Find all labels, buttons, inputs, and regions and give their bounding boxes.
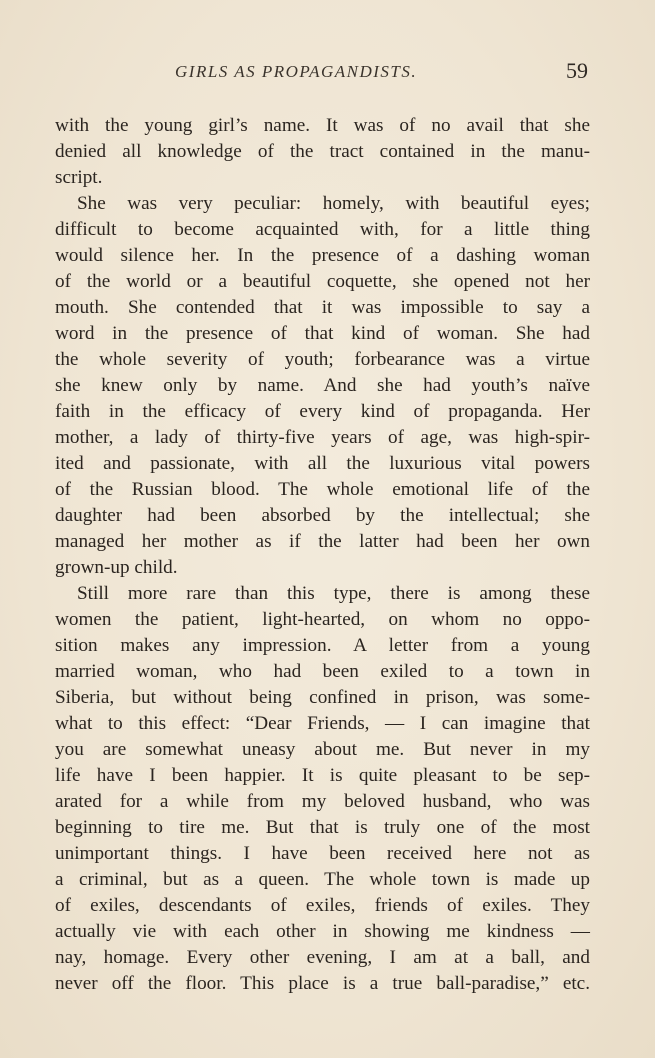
text-line: unimportant things. I have been received here not as [55, 843, 590, 864]
running-head [0, 60, 655, 88]
text-line: grown-up child. [55, 557, 178, 578]
text-line: ited and passionate, with all the luxurious vital powers [55, 453, 590, 474]
text-line: Siberia, but without being confined in prison, was some- [55, 687, 590, 708]
text-line: script. [55, 167, 103, 188]
text-line: of exiles, descendants of exiles, friends of exiles. They [55, 895, 590, 916]
text-line: life have I been happier. It is quite pleasant to be sep- [55, 765, 590, 786]
text-line: arated for a while from my beloved husband, who was [55, 791, 590, 812]
text-line: word in the presence of that kind of woman. She had [55, 323, 590, 344]
text-line: women the patient, light-hearted, on whom no oppo- [55, 609, 590, 630]
text-line: of the world or a beautiful coquette, she opened not her [55, 271, 590, 292]
text-line: sition makes any impression. A letter from a young [55, 635, 590, 656]
text-line: faith in the efficacy of every kind of propaganda. Her [55, 401, 590, 422]
text-line: mouth. She contended that it was impossible to say a [55, 297, 590, 318]
text-line: what to this effect: “Dear Friends, — I can imagine that [55, 713, 590, 734]
text-line: difficult to become acquainted with, for a little thing [55, 219, 590, 240]
text-line: with the young girl’s name. It was of no avail that she [55, 115, 590, 136]
text-line: beginning to tire me. But that is truly one of the most [55, 817, 590, 838]
text-line: married woman, who had been exiled to a town in [55, 661, 590, 682]
text-line: She was very peculiar: homely, with beautiful eyes; [77, 193, 590, 214]
text-line: she knew only by name. And she had youth’s naïve [55, 375, 590, 396]
text-line: would silence her. In the presence of a dashing woman [55, 245, 590, 266]
page-number: 59 [566, 58, 588, 83]
text-line: you are somewhat uneasy about me. But never in my [55, 739, 590, 760]
text-line: daughter had been absorbed by the intellectual; she [55, 505, 590, 526]
running-title: GIRLS AS PROPAGANDISTS. [175, 62, 418, 81]
text-line: nay, homage. Every other evening, I am at a ball, and [55, 947, 590, 968]
body-text [55, 113, 590, 997]
text-line: mother, a lady of thirty-five years of age, was high-spir- [55, 427, 590, 448]
text-line: of the Russian blood. The whole emotional life of the [55, 479, 590, 500]
text-line: the whole severity of youth; forbearance was a virtue [55, 349, 590, 370]
text-line: denied all knowledge of the tract contained in the manu- [55, 141, 590, 162]
text-line: managed her mother as if the latter had been her own [55, 531, 590, 552]
text-line: actually vie with each other in showing me kindness — [55, 921, 590, 942]
text-line: Still more rare than this type, there is among these [77, 583, 590, 604]
text-line: never off the floor. This place is a true ball-paradise,” etc. [55, 973, 590, 994]
text-line: a criminal, but as a queen. The whole town is made up [55, 869, 590, 890]
